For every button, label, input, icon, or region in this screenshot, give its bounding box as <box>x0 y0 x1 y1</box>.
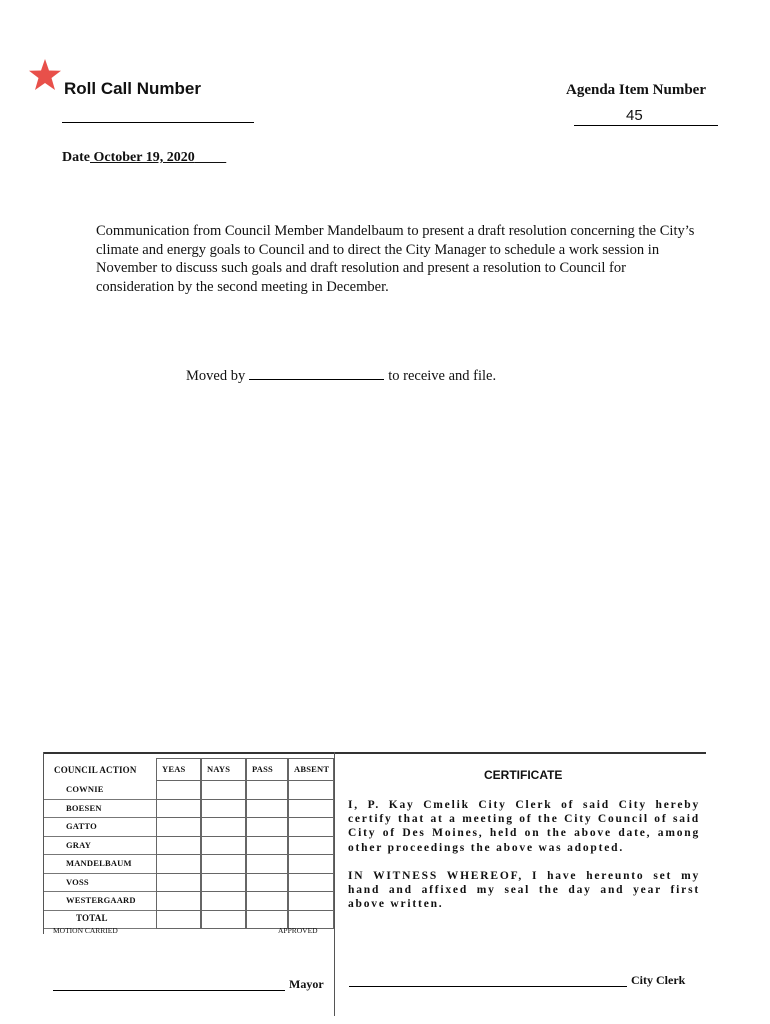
agenda-item-label: Agenda Item Number <box>566 82 706 98</box>
council-member-boesen: BOESEN <box>66 802 102 813</box>
vote-cell-yeas[interactable] <box>156 873 201 893</box>
vote-cell-yeas[interactable] <box>156 836 201 856</box>
certificate-paragraph: I, P. Kay Cmelik City Clerk of said City hereby certify that at a meeting of the City Council of said City of Des Moines, held on the above date, among other proceedings the above was adopted. <box>348 799 700 854</box>
column-header-pass: PASS <box>252 764 273 774</box>
vote-cell-absent[interactable] <box>288 891 334 911</box>
motion-carried-label: MOTION CARRIED <box>53 926 118 935</box>
column-header-cell <box>288 758 334 781</box>
total-label: TOTAL <box>76 913 108 923</box>
vote-cell-nays[interactable] <box>201 854 246 874</box>
council-member-voss: VOSS <box>66 876 89 887</box>
vote-cell-nays[interactable] <box>201 836 246 856</box>
date-value: October 19, 2020 <box>93 150 195 165</box>
vote-cell-nays[interactable] <box>201 891 246 911</box>
vote-cell-absent[interactable] <box>288 817 334 837</box>
column-header-absent: ABSENT <box>294 764 330 774</box>
approved-label: APPROVED <box>278 926 318 935</box>
vote-cell-yeas[interactable] <box>156 817 201 837</box>
vote-cell-yeas[interactable] <box>156 910 201 930</box>
vote-cell-nays[interactable] <box>201 873 246 893</box>
vote-cell-yeas[interactable] <box>156 780 201 800</box>
vote-cell-yeas[interactable] <box>156 799 201 819</box>
agenda-item-value: 45 <box>626 107 643 124</box>
moved-by-suffix: to receive and file. <box>388 368 497 384</box>
date-label: Date <box>62 150 90 165</box>
column-header-nays: NAYS <box>207 764 231 774</box>
vote-cell-absent[interactable] <box>288 836 334 856</box>
roll-call-label: Roll Call Number <box>64 79 201 98</box>
vote-cell-nays[interactable] <box>201 910 246 930</box>
communication-text: Communication from Council Member Mandelbaum to present a draft resolution concerning the City’s climate and energy goals to Council and to direct the City Manager to schedule a work session in November to discuss such goals and draft resolution and present a resolution to Council for consideration by the second meeting in December. <box>96 223 695 295</box>
vote-cell-yeas[interactable] <box>156 854 201 874</box>
row-divider <box>44 817 156 818</box>
mayor-signature-line <box>53 990 285 991</box>
row-divider <box>44 891 156 892</box>
moved-by-label: Moved by <box>186 368 246 384</box>
column-header-yeas: YEAS <box>162 764 186 774</box>
vote-cell-absent[interactable] <box>288 873 334 893</box>
vote-cell-pass[interactable] <box>246 891 288 911</box>
mayor-label: Mayor <box>289 977 324 991</box>
vote-cell-pass[interactable] <box>246 799 288 819</box>
vote-cell-pass[interactable] <box>246 854 288 874</box>
row-divider <box>44 910 156 911</box>
row-divider <box>44 854 156 855</box>
vote-cell-nays[interactable] <box>201 799 246 819</box>
council-member-mandelbaum: MANDELBAUM <box>66 858 132 868</box>
column-header-cell <box>201 758 246 781</box>
vote-cell-pass[interactable] <box>246 836 288 856</box>
column-header-cell <box>156 758 201 781</box>
council-action-header: COUNCIL ACTION <box>54 765 137 775</box>
vote-cell-nays[interactable] <box>201 780 246 800</box>
vote-cell-pass[interactable] <box>246 780 288 800</box>
city-clerk-signature-line <box>349 986 627 987</box>
city-clerk-label: City Clerk <box>631 973 686 987</box>
vote-cell-yeas[interactable] <box>156 891 201 911</box>
certificate-title: CERTIFICATE <box>484 768 563 782</box>
vote-cell-nays[interactable] <box>201 817 246 837</box>
vote-cell-pass[interactable] <box>246 873 288 893</box>
council-member-gatto: GATTO <box>66 821 97 831</box>
row-divider <box>44 836 156 837</box>
vote-cell-pass[interactable] <box>246 817 288 837</box>
witness-paragraph: IN WITNESS WHEREOF, I have hereunto set my hand and affixed my seal the day and year first above written. <box>348 870 700 911</box>
row-divider <box>44 873 156 874</box>
row-divider <box>44 799 156 800</box>
vote-cell-absent[interactable] <box>288 854 334 874</box>
vote-cell-absent[interactable] <box>288 780 334 800</box>
council-member-westergaard: WESTERGAARD <box>66 895 136 905</box>
vote-cell-absent[interactable] <box>288 799 334 819</box>
council-member-cownie: COWNIE <box>66 784 104 794</box>
column-header-cell <box>246 758 288 781</box>
council-member-gray: GRAY <box>66 839 92 850</box>
